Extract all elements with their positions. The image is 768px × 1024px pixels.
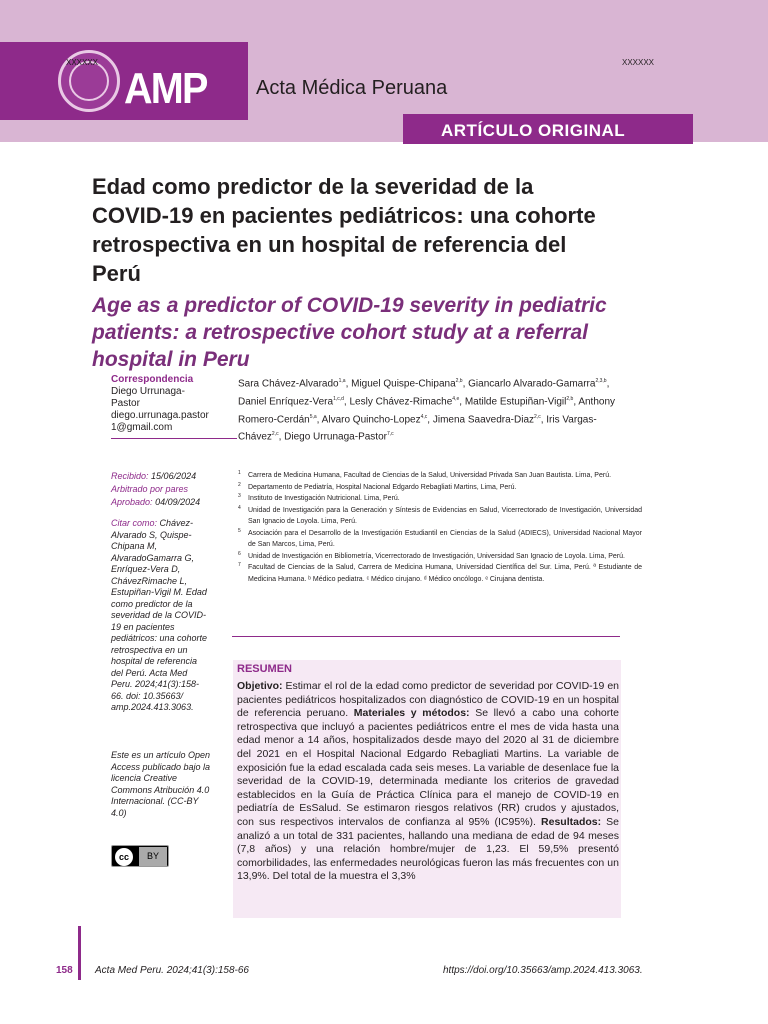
header-placeholder: XXXXXX [622, 58, 655, 67]
affiliation: 5 Asociación para el Desarrollo de la Investigación Estudiantil en Ciencias de la Salud (ADIECS), Universidad Nacional Mayor de San Marcos, Lima, Perú. [238, 527, 642, 548]
page-number: 158 [56, 965, 73, 976]
received-label: Recibido: [111, 471, 149, 481]
abstract-box [233, 660, 621, 918]
dates [111, 470, 221, 509]
author: Miguel Quispe-Chipana [351, 378, 456, 390]
affiliation: 7 Facultad de Ciencias de la Salud, Carrera de Medicina Humana, Universidad Científica del Sur. Lima, Perú. ª Estudiante de Medicina Humana. ᵇ Médico pediatra. ᶜ Médico cirujano. ᵈ Médico oncólogo. ᵉ Cirujana dentista. [238, 562, 642, 583]
author: Lesly Chávez-Rimache [349, 396, 453, 408]
cc-icon: cc [115, 848, 133, 866]
by-icon: BY [139, 847, 167, 866]
author-list: Sara Chávez-Alvarado$^{1,a}$, Miguel Quispe-Chipana$^{2,b}$, Giancarlo Alvarado-Gamarra$^{2,3,b}$, Daniel Enríquez-Vera$^{1,c,d}$, Lesly Chávez-Rimache$^{4,e}$, Matilde Estupiñan-Vigil$^{2,b}$, Anthony Romero-Cerdán$^{5,a}$, Alvaro Quincho-Lopez$^{4,c}$, Jimena Saavedra-Diaz$^{2,c}$, Iris Vargas-Chávez$^{2,c}$, Diego Urrunaga-Pastor$^{7,c}$ [238, 378, 616, 443]
divider [111, 438, 237, 439]
citation [111, 518, 209, 714]
title-english: Age as a predictor of COVID-19 severity in pediatric patients: a retrospective cohort study at a referral hospital in Peru [92, 294, 607, 371]
license-text: Este es un artículo Open Access publicado bajo la licencia Creative Commons Atribución 4.0 Internacional. (CC-BY 4.0) [111, 750, 211, 818]
approved-date: 04/09/2024 [155, 497, 201, 507]
citation-text: Chávez-Alvarado S, Quispe-Chipana M, AlvaradoGamarra G, Enríquez-Vera D, ChávezRimache L, Estupiñan-Vigil M. Edad como predictor de la severidad de la COVID-19 en pacientes pediátricos: una cohorte retrospectiva en un hospital de referencia del Perú. Acta Med Peru. 2024;41(3):158-66. doi: 10.35663/ amp.2024.413.3063. [111, 518, 208, 712]
title-spanish: Edad como predictor de la severidad de la COVID-19 en pacientes pediátricos: una cohorte retrospectiva en un hospital de referencia del Perú [92, 174, 596, 286]
logo-placeholder: XXXXXX [66, 58, 99, 67]
author: Jimena Saavedra-Diaz [432, 413, 535, 425]
affiliation: 6 Unidad de Investigación en Bibliometría, Vicerrectorado de Investigación, Universidad San Ignacio de Loyola. Lima, Perú. [238, 550, 625, 560]
author: Giancarlo Alvarado-Gamarra [468, 378, 596, 390]
author: Diego Urrunaga-Pastor [284, 431, 387, 443]
footer-accent-bar [78, 926, 81, 980]
author: Sara Chávez-Alvarado [238, 378, 339, 390]
author: Matilde Estupiñan-Vigil [464, 396, 567, 408]
affiliation: 1 Carrera de Medicina Humana, Facultad de Ciencias de la Salud, Universidad Privada San Juan Bautista. Lima, Perú. [238, 470, 612, 479]
doi-link[interactable]: https://doi.org/10.35663/amp.2024.413.3063. [443, 965, 643, 976]
affiliation: 2 Departamento de Pediatría, Hospital Nacional Edgardo Rebagliati Martins, Lima, Perú. [238, 481, 517, 491]
correspondence-email[interactable]: diego.urrunaga.pastor1@gmail.com [111, 410, 209, 433]
affiliation: 3 Instituto de Investigación Nutricional. Lima, Perú. [238, 493, 400, 502]
received-date: 15/06/2024 [151, 471, 197, 481]
approved-label: Aprobado: [111, 497, 153, 507]
article-type-label: ARTÍCULO ORIGINAL [403, 114, 693, 144]
author: Iris Vargas-Chávez [238, 413, 597, 443]
correspondence [111, 374, 211, 434]
correspondence-name: Diego Urrunaga-Pastor [111, 386, 185, 409]
peer-reviewed-label: Arbitrado por pares [111, 484, 189, 494]
cc-by-license-icon[interactable] [111, 845, 169, 867]
affiliation: 4 Unidad de Investigación para la Generación y Síntesis de Evidencias en Salud, Vicerrectorado de Investigación, Universidad San Ignacio de Loyola. Lima, Perú. [238, 504, 642, 525]
citation-label: Citar como: [111, 518, 158, 528]
affiliation-list [238, 470, 642, 585]
author: Alvaro Quincho-Lopez [321, 413, 421, 425]
journal-logo: AMP [124, 64, 207, 113]
correspondence-label: Correspondencia [111, 374, 194, 385]
journal-name: Acta Médica Peruana [256, 77, 448, 99]
abstract-title: RESUMEN [237, 663, 293, 675]
author: Anthony Romero-Cerdán [238, 396, 616, 425]
abstract-text: Objetivo: Estimar el rol de la edad como predictor de severidad por COVID-19 en pacientes pediátricos hospitalizados con diagnóstico de COVID-19 en un hospital de referencia peruano. Materiales y métodos: Se llevó a cabo una cohorte retrospectiva que incluyó a pacientes pediátricos entre el mes de vida hasta una edad menor a 14 años, hospitalizados desde mayo del 2020 al 31 de diciembre del 2021 en el Hospital Nacional Edgardo Rebagliati Martins. La variable de exposición fue la edad escalada cada seis meses. La variable de desenlace fue la severidad de la COVID-19, determinada mediante los criterios de gravedad establecidos en la Guía de Práctica Clínica para el manejo de COVID-19 en pediatría de EsSalud. Se estimaron riesgos relativos (RR) crudos y ajustados, con sus respectivos intervalos de confianza al 95% (IC95%). Resultados: Se analizó a un total de 331 pacientes, hallando una mediana de edad de 94 meses (7,8 años) y una relación hombre/mujer de 1,23. El 59,5% presentó comorbilidades, las enfermedades neurológicas fueron las más frecuentes con un 13,9%. Del total de la muestra el 3,3% [237, 680, 620, 883]
divider [232, 636, 620, 637]
footer-citation: Acta Med Peru. 2024;41(3):158-66 [95, 965, 249, 976]
author: Daniel Enríquez-Vera [238, 396, 334, 408]
